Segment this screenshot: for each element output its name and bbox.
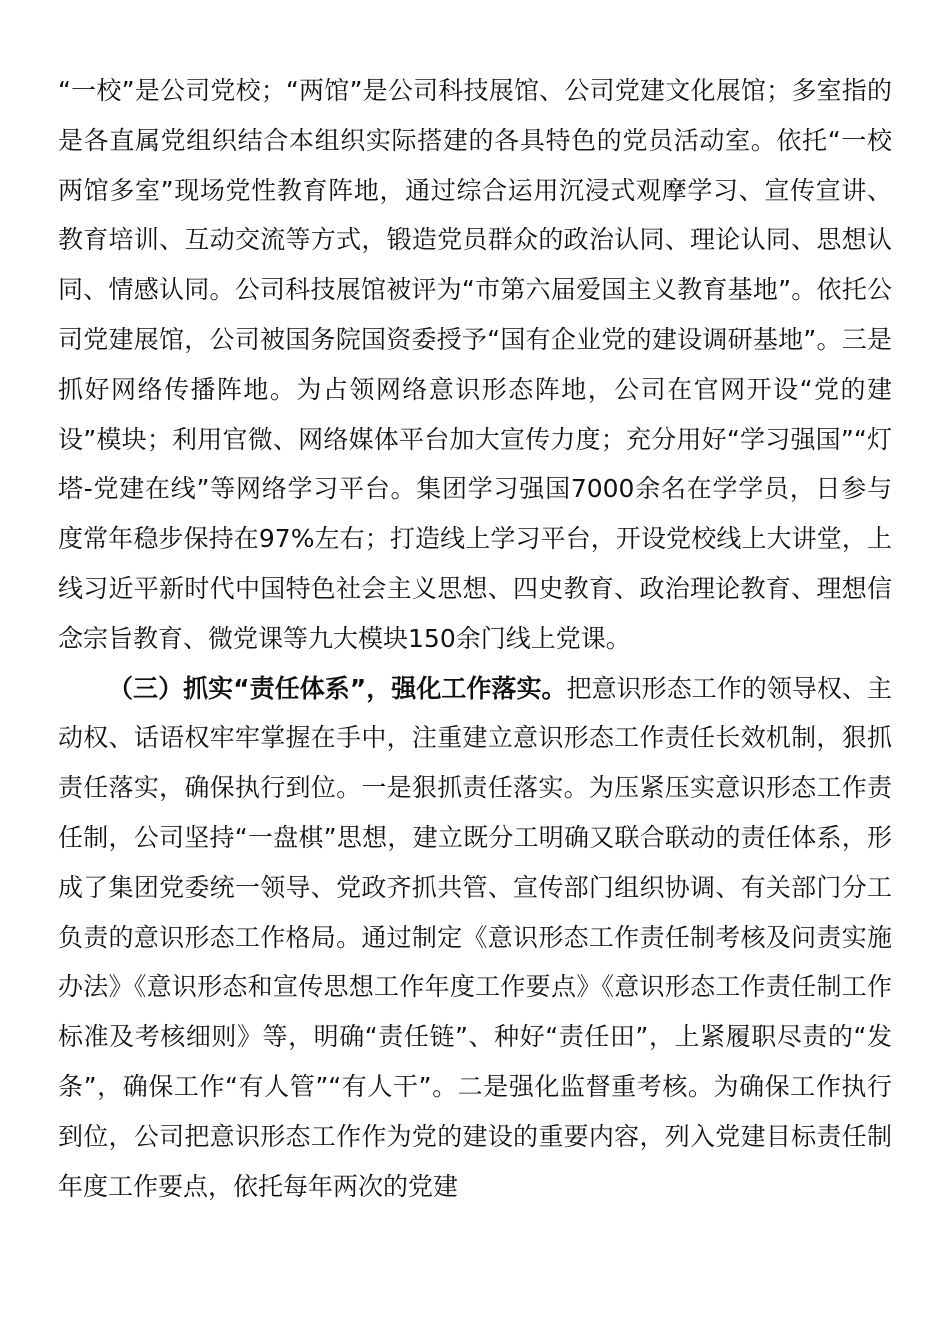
paragraph-continued: “一校”是公司党校；“两馆”是公司科技展馆、公司党建文化展馆；多室指的是各直属党组织结合本组织实际搭建的各具特色的党员活动室。依托“一校两馆多室”现场党性教育阵地，通过综合运用沉浸式观摩学习、宣传宣讲、教育培训、互动交流等方式，锻造党员群众的政治认同、理论认同、思想认同、情感认同。公司科技展馆被评为“市第六届爱国主义教育基地”。依托公司党建展馆，公司被国务院国资委授予“国有企业党的建设调研基地”。三是抓好网络传播阵地。为占领网络意识形态阵地，公司在官网开设“党的建设”模块；利用官微、网络媒体平台加大宣传力度；充分用好“学习强国”“灯塔-党建在线”等网络学习平台。集团学习强国7000余名在学学员，日参与度常年稳步保持在97%左右；打造线上学习平台，开设党校线上大讲堂，上线习近平新时代中国特色社会主义思想、四史教育、政治理论教育、理想信念宗旨教育、微党课等九大模块150余门线上党课。 xyxy=(58,76,892,653)
paragraph-responsibility-system xyxy=(58,664,892,1212)
section-heading: （三）抓实“责任体系”，强化工作落实。 xyxy=(108,673,567,703)
document-page xyxy=(58,66,892,1211)
section-body: 把意识形态工作的领导权、主动权、话语权牢牢掌握在手中，注重建立意识形态工作责任长效机制，狠抓责任落实，确保执行到位。一是狠抓责任落实。为压紧压实意识形态工作责任制，公司坚持“一盘棋”思想，建立既分工明确又联合联动的责任体系，形成了集团党委统一领导、党政齐抓共管、宣传部门组织协调、有关部门分工负责的意识形态工作格局。通过制定《意识形态工作责任制考核及问责实施办法》《意识形态和宣传思想工作年度工作要点》《意识形态工作责任制工作标准及考核细则》等，明确“责任链”、种好“责任田”，上紧履职尽责的“发条”，确保工作“有人管”“有人干”。二是强化监督重考核。为确保工作执行到位，公司把意识形态工作作为党的建设的重要内容，列入党建目标责任制年度工作要点，依托每年两次的党建 xyxy=(58,673,892,1201)
